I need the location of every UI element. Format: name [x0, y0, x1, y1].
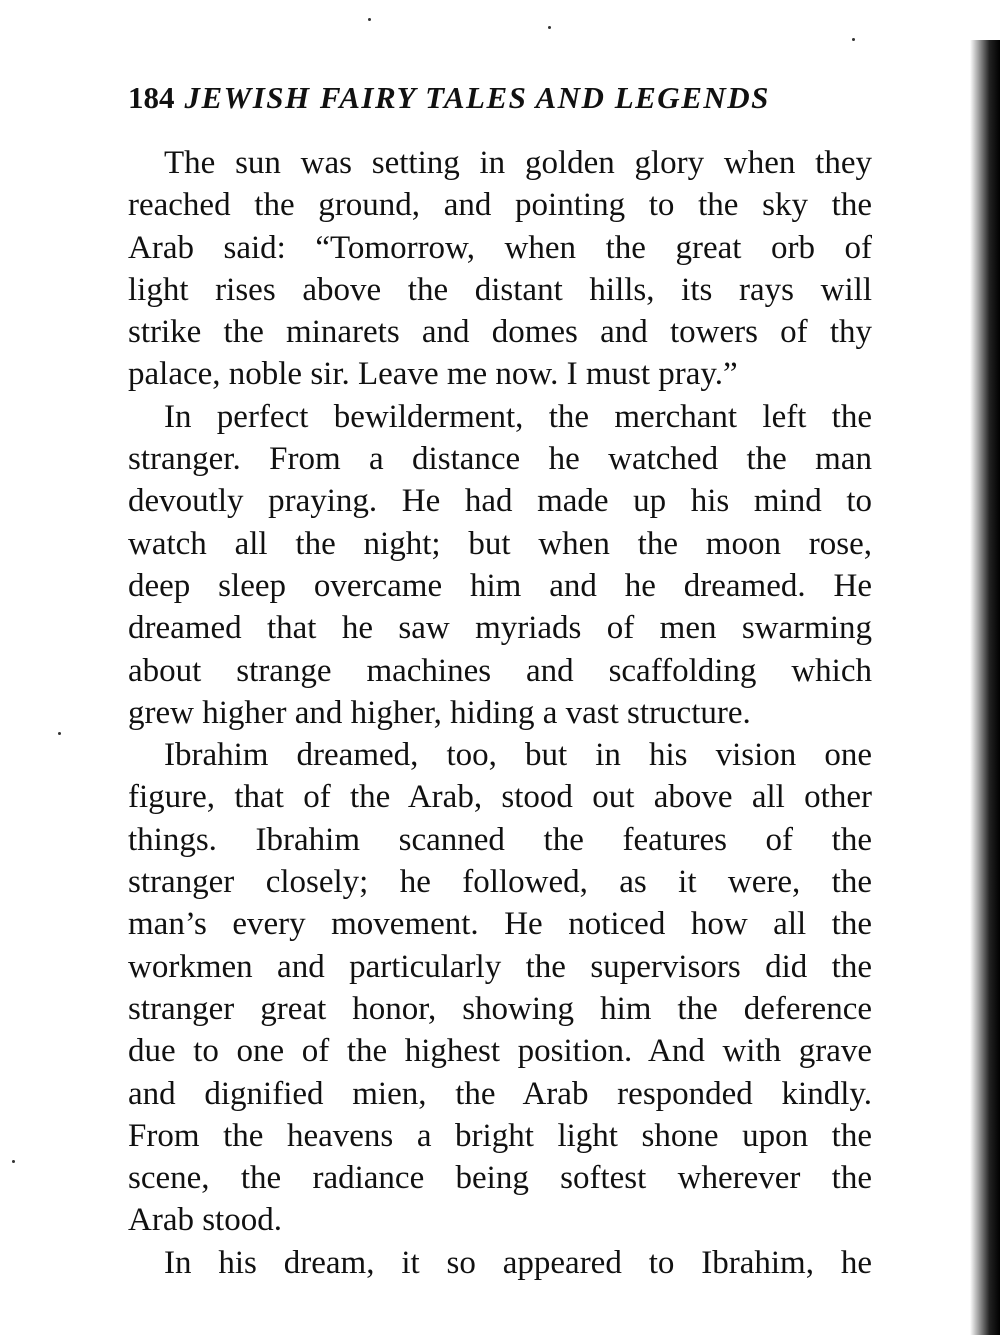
text-line: watch all the night; but when the moon rose, — [128, 525, 872, 562]
text-line: stranger great honor, showing him the deference — [128, 990, 872, 1027]
text-line: strike the minarets and domes and towers of thy — [128, 314, 872, 351]
text-line: Arab stood. — [128, 1202, 282, 1239]
text-line: light rises above the distant hills, its rays will — [128, 271, 872, 308]
text-line: stranger. From a distance he watched the man — [128, 441, 872, 478]
scan-speck — [548, 26, 551, 29]
text-line: grew higher and higher, hiding a vast structure. — [128, 694, 751, 731]
page-edge-shadow — [970, 40, 1000, 1335]
text-line: reached the ground, and pointing to the sky the — [128, 187, 872, 224]
body-text — [128, 142, 872, 1284]
scan-speck — [58, 732, 61, 735]
text-line: The sun was setting in golden glory when they — [164, 145, 872, 181]
text-line: deep sleep overcame him and he dreamed. He — [128, 567, 872, 604]
text-line: things. Ibrahim scanned the features of the — [128, 821, 872, 858]
text-line: devoutly praying. He had made up his mind to — [128, 483, 872, 520]
page-number: 184 — [128, 80, 175, 115]
scan-speck — [852, 38, 855, 41]
running-head — [128, 78, 888, 118]
text-line: From the heavens a bright light shone upon the — [128, 1117, 872, 1154]
text-line: due to one of the highest position. And with grave — [128, 1033, 872, 1070]
scan-speck — [368, 18, 371, 21]
text-line: about strange machines and scaffolding which — [128, 652, 872, 689]
text-line: Ibrahim dreamed, too, but in his vision one — [164, 737, 872, 774]
text-line: In perfect bewilderment, the merchant left the — [164, 398, 872, 435]
text-line: and dignified mien, the Arab responded kindly. — [128, 1075, 872, 1112]
text-line: figure, that of the Arab, stood out above all other — [128, 779, 872, 816]
text-line: Arab said: “Tomorrow, when the great orb of — [128, 229, 872, 266]
text-line: scene, the radiance being softest wherever the — [128, 1160, 872, 1197]
book-title: JEWISH FAIRY TALES AND LEGENDS — [184, 80, 770, 115]
text-line: man’s every movement. He noticed how all the — [128, 906, 872, 943]
text-line: dreamed that he saw myriads of men swarming — [128, 610, 872, 647]
text-line: palace, noble sir. Leave me now. I must pray.” — [128, 356, 738, 393]
text-line: workmen and particularly the supervisors did the — [128, 948, 872, 985]
text-line: In his dream, it so appeared to Ibrahim, he — [164, 1244, 872, 1281]
scan-speck — [12, 1160, 15, 1163]
text-line: stranger closely; he followed, as it were, the — [128, 864, 872, 901]
